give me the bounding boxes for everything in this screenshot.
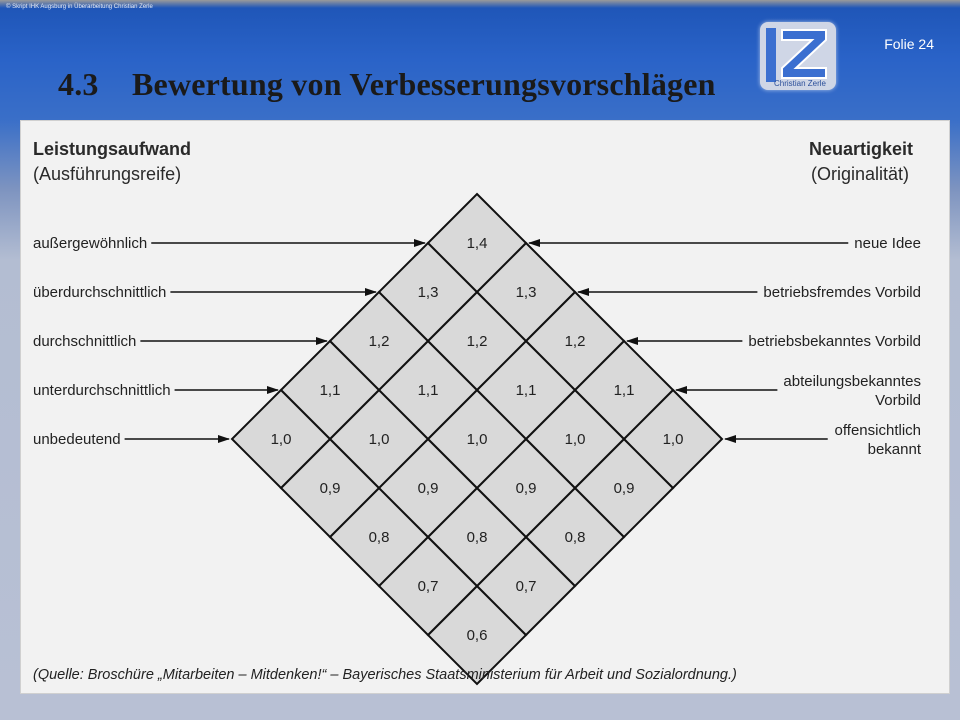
cell-value: 1,1 (417, 382, 439, 399)
slide-number: Folie 24 (884, 36, 934, 52)
right-label (748, 333, 921, 350)
diamond-cells (232, 194, 722, 684)
right-subheader: (Originalität) (810, 164, 909, 184)
left-header: Leistungsaufwand (33, 139, 192, 159)
left-label: überdurchschnittlich (33, 284, 167, 301)
cell-value: 1,0 (466, 431, 488, 448)
right-label-line: offensichtlich (834, 422, 921, 439)
title-text: Bewertung von Verbesserungsvorschlägen (132, 66, 716, 102)
cell-value: 0,9 (515, 480, 537, 497)
rating-diamond-diagram (21, 121, 949, 693)
left-label: unbedeutend (33, 431, 121, 448)
right-label-line: bekannt (867, 441, 921, 458)
cell-value: 0,8 (466, 529, 488, 546)
cell-value: 0,8 (368, 529, 390, 546)
title-number: 4.3 (58, 66, 99, 102)
cell-value: 1,2 (466, 333, 488, 350)
right-labels (748, 235, 921, 458)
cell-value: 0,9 (613, 480, 635, 497)
right-label-line: betriebsbekanntes Vorbild (748, 333, 921, 350)
cell-value: 1,4 (466, 235, 488, 252)
cell-value: 1,3 (417, 284, 439, 301)
right-label (763, 284, 921, 301)
right-label (783, 373, 921, 409)
right-label-line: neue Idee (854, 235, 921, 252)
left-label: unterdurchschnittlich (33, 382, 171, 399)
cell-value: 1,1 (515, 382, 537, 399)
copyright-note: © Skript IHK Augsburg in Überarbeitung Christian Zerle (6, 4, 153, 10)
right-label-line: betriebsfremdes Vorbild (763, 284, 921, 301)
cell-value: 0,6 (466, 627, 488, 644)
page-title (58, 66, 716, 103)
cell-value: 1,2 (564, 333, 586, 350)
cell-value: 1,1 (319, 382, 341, 399)
logo (760, 22, 836, 90)
left-label: außergewöhnlich (33, 235, 148, 252)
right-label (854, 235, 921, 252)
diagram-panel (20, 120, 950, 694)
logo-bar (766, 28, 776, 82)
cell-value: 1,2 (368, 333, 390, 350)
right-label-line: Vorbild (875, 392, 921, 409)
cell-value: 1,0 (270, 431, 292, 448)
right-label-line: abteilungsbekanntes (783, 373, 921, 390)
cell-value: 1,0 (662, 431, 684, 448)
left-subheader: (Ausführungsreife) (33, 164, 182, 184)
cell-value: 0,7 (417, 578, 439, 595)
logo-z-shape (782, 30, 826, 78)
right-label (835, 422, 922, 458)
cell-value: 0,8 (564, 529, 586, 546)
cell-value: 1,1 (613, 382, 635, 399)
cell-value: 0,7 (515, 578, 537, 595)
cell-value: 1,0 (564, 431, 586, 448)
cell-value: 1,3 (515, 284, 537, 301)
right-header: Neuartigkeit (808, 139, 913, 159)
cell-value: 0,9 (417, 480, 439, 497)
logo-caption: Christian Zerle (773, 79, 827, 88)
cell-value: 0,9 (319, 480, 341, 497)
cell-value: 1,0 (368, 431, 390, 448)
source-citation: (Quelle: Broschüre „Mitarbeiten – Mitdenken!“ – Bayerisches Staatsministerium für Arbeit und Sozialordnung.) (33, 667, 737, 683)
left-label: durchschnittlich (33, 333, 137, 350)
